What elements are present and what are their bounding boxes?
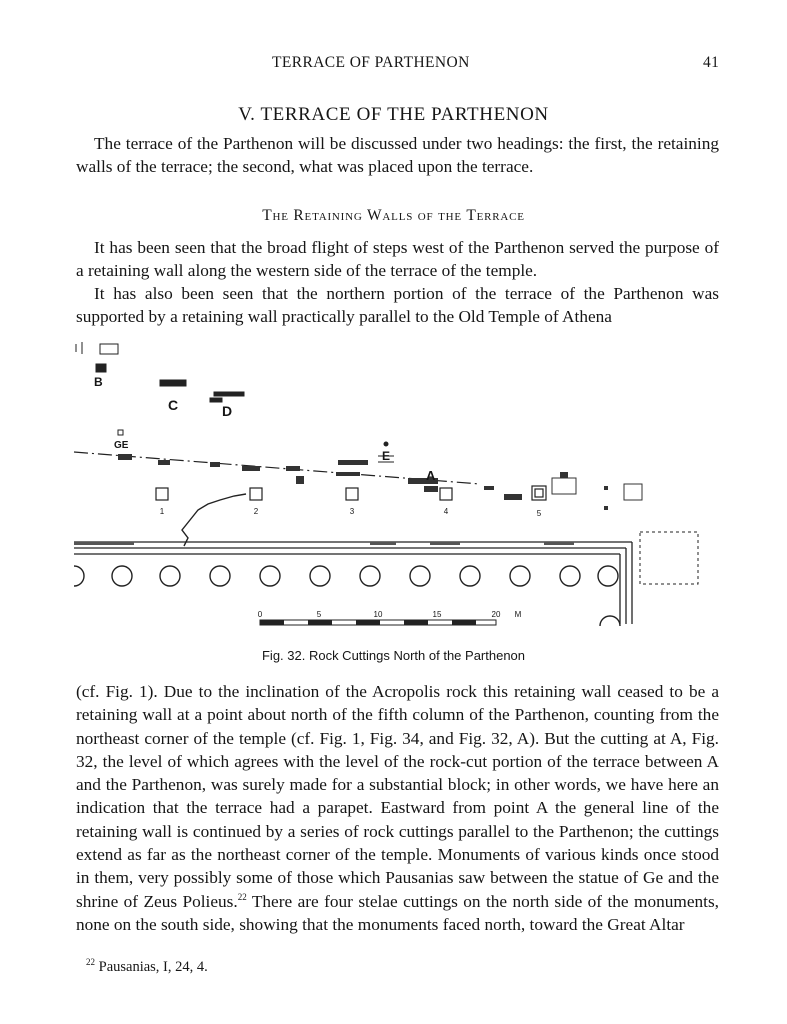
label-c: C — [168, 397, 179, 413]
label-d: D — [222, 403, 233, 419]
scale-tick-0: 0 — [257, 610, 263, 619]
ge-marker — [118, 430, 123, 435]
paragraph-northern-wall: It has also been seen that the northern portion of the terrace of the Parthenon was supported by a retaining wall practically parallel to the Old Temple of Athena — [76, 284, 719, 327]
column — [210, 566, 230, 586]
column — [598, 566, 618, 586]
column — [260, 566, 280, 586]
e-marker — [384, 442, 388, 446]
cutting-square — [346, 488, 358, 500]
cutting-number-3: 3 — [349, 507, 355, 516]
column — [310, 566, 330, 586]
label-b: B — [94, 375, 103, 389]
cutting-square-inner — [535, 489, 543, 497]
column — [560, 566, 580, 586]
footnote-text: Pausanias, I, 24, 4. — [95, 959, 208, 975]
cutting-d-mark — [210, 392, 244, 402]
rock-crack-line — [182, 494, 246, 546]
scale-tick-10: 10 — [373, 610, 383, 619]
continuation-text: (cf. Fig. 1). Due to the inclination of the Acropolis rock this retaining wall ceased to be a retaining wall at a point about north of the fifth column of the Parthenon, counting from the northeast corner of the temple (cf. Fig. 1, Fig. 34, and Fig. 32, A). But the cutting at A, Fig. 32, the level of which agrees with the level of the rock-cut portion of the terrace between A and the Parthenon, was surely made for a substantial block; in other words, we have here an indication that the terrace had a parapet. Eastward from point A the general line of the retaining wall is continued by a series of rock cuttings parallel to the Parthenon; the cuttings extend as far as the northeast corner of the temple. Monuments of various kinds once stood in them, very possibly some of those which Pausanias saw between the statue of Ge and the shrine of Zeus Polieus. — [76, 682, 719, 911]
cutting-number-4: 4 — [443, 507, 449, 516]
continuation-paragraph — [76, 680, 719, 936]
cutting-number-1: 1 — [159, 507, 165, 516]
footnote-marker: 22 — [86, 957, 95, 968]
column — [410, 566, 430, 586]
cutting-square — [532, 486, 546, 500]
east-annex-outline — [640, 532, 698, 584]
column — [360, 566, 380, 586]
footnote — [86, 959, 208, 976]
column — [460, 566, 480, 586]
cutting-square — [250, 488, 262, 500]
intro-paragraph: The terrace of the Parthenon will be discussed under two headings: the first, the retaining walls of the terrace; the second, what was placed upon the terrace. — [76, 134, 719, 177]
label-a: A — [426, 468, 436, 483]
north-colonnade — [74, 566, 620, 626]
column — [112, 566, 132, 586]
cutting-number-2: 2 — [253, 507, 259, 516]
continuation-text-end: There are four stelae cuttings on the north side of the monuments, none on the south side, showing that the monuments faced north, toward the Great Altar — [76, 891, 719, 934]
scale-tick-15: 15 — [432, 610, 442, 619]
cutting-b-marks — [76, 342, 118, 372]
scale-tick-5: 5 — [316, 610, 322, 619]
running-head-title: TERRACE OF PARTHENON — [272, 54, 470, 71]
figure-caption: Fig. 32. Rock Cuttings North of the Parthenon — [261, 648, 526, 663]
scale-bar — [260, 620, 496, 625]
page-number: 41 — [703, 54, 720, 71]
scale-unit: M — [514, 610, 522, 619]
rock-cuttings-plan — [60, 334, 727, 634]
scale-tick-20: 20 — [491, 610, 501, 619]
cutting-c-mark — [160, 380, 186, 386]
section-title: The Retaining Walls of the Terrace — [262, 207, 525, 224]
footnote-reference: 22 — [237, 891, 247, 902]
label-e: E — [382, 449, 391, 463]
running-head — [0, 52, 787, 76]
figure-32 — [60, 334, 727, 634]
column — [510, 566, 530, 586]
paragraph-steps: It has been seen that the broad flight of steps west of the Parthenon served the purpose of a retaining wall along the western side of the terrace of the temple. — [76, 238, 719, 281]
chapter-title: V. TERRACE OF THE PARTHENON — [238, 104, 549, 125]
column — [600, 616, 620, 626]
label-ge: GE — [114, 440, 129, 451]
column — [160, 566, 180, 586]
cutting-square — [440, 488, 452, 500]
cutting-square — [156, 488, 168, 500]
cutting-number-5: 5 — [536, 509, 542, 518]
